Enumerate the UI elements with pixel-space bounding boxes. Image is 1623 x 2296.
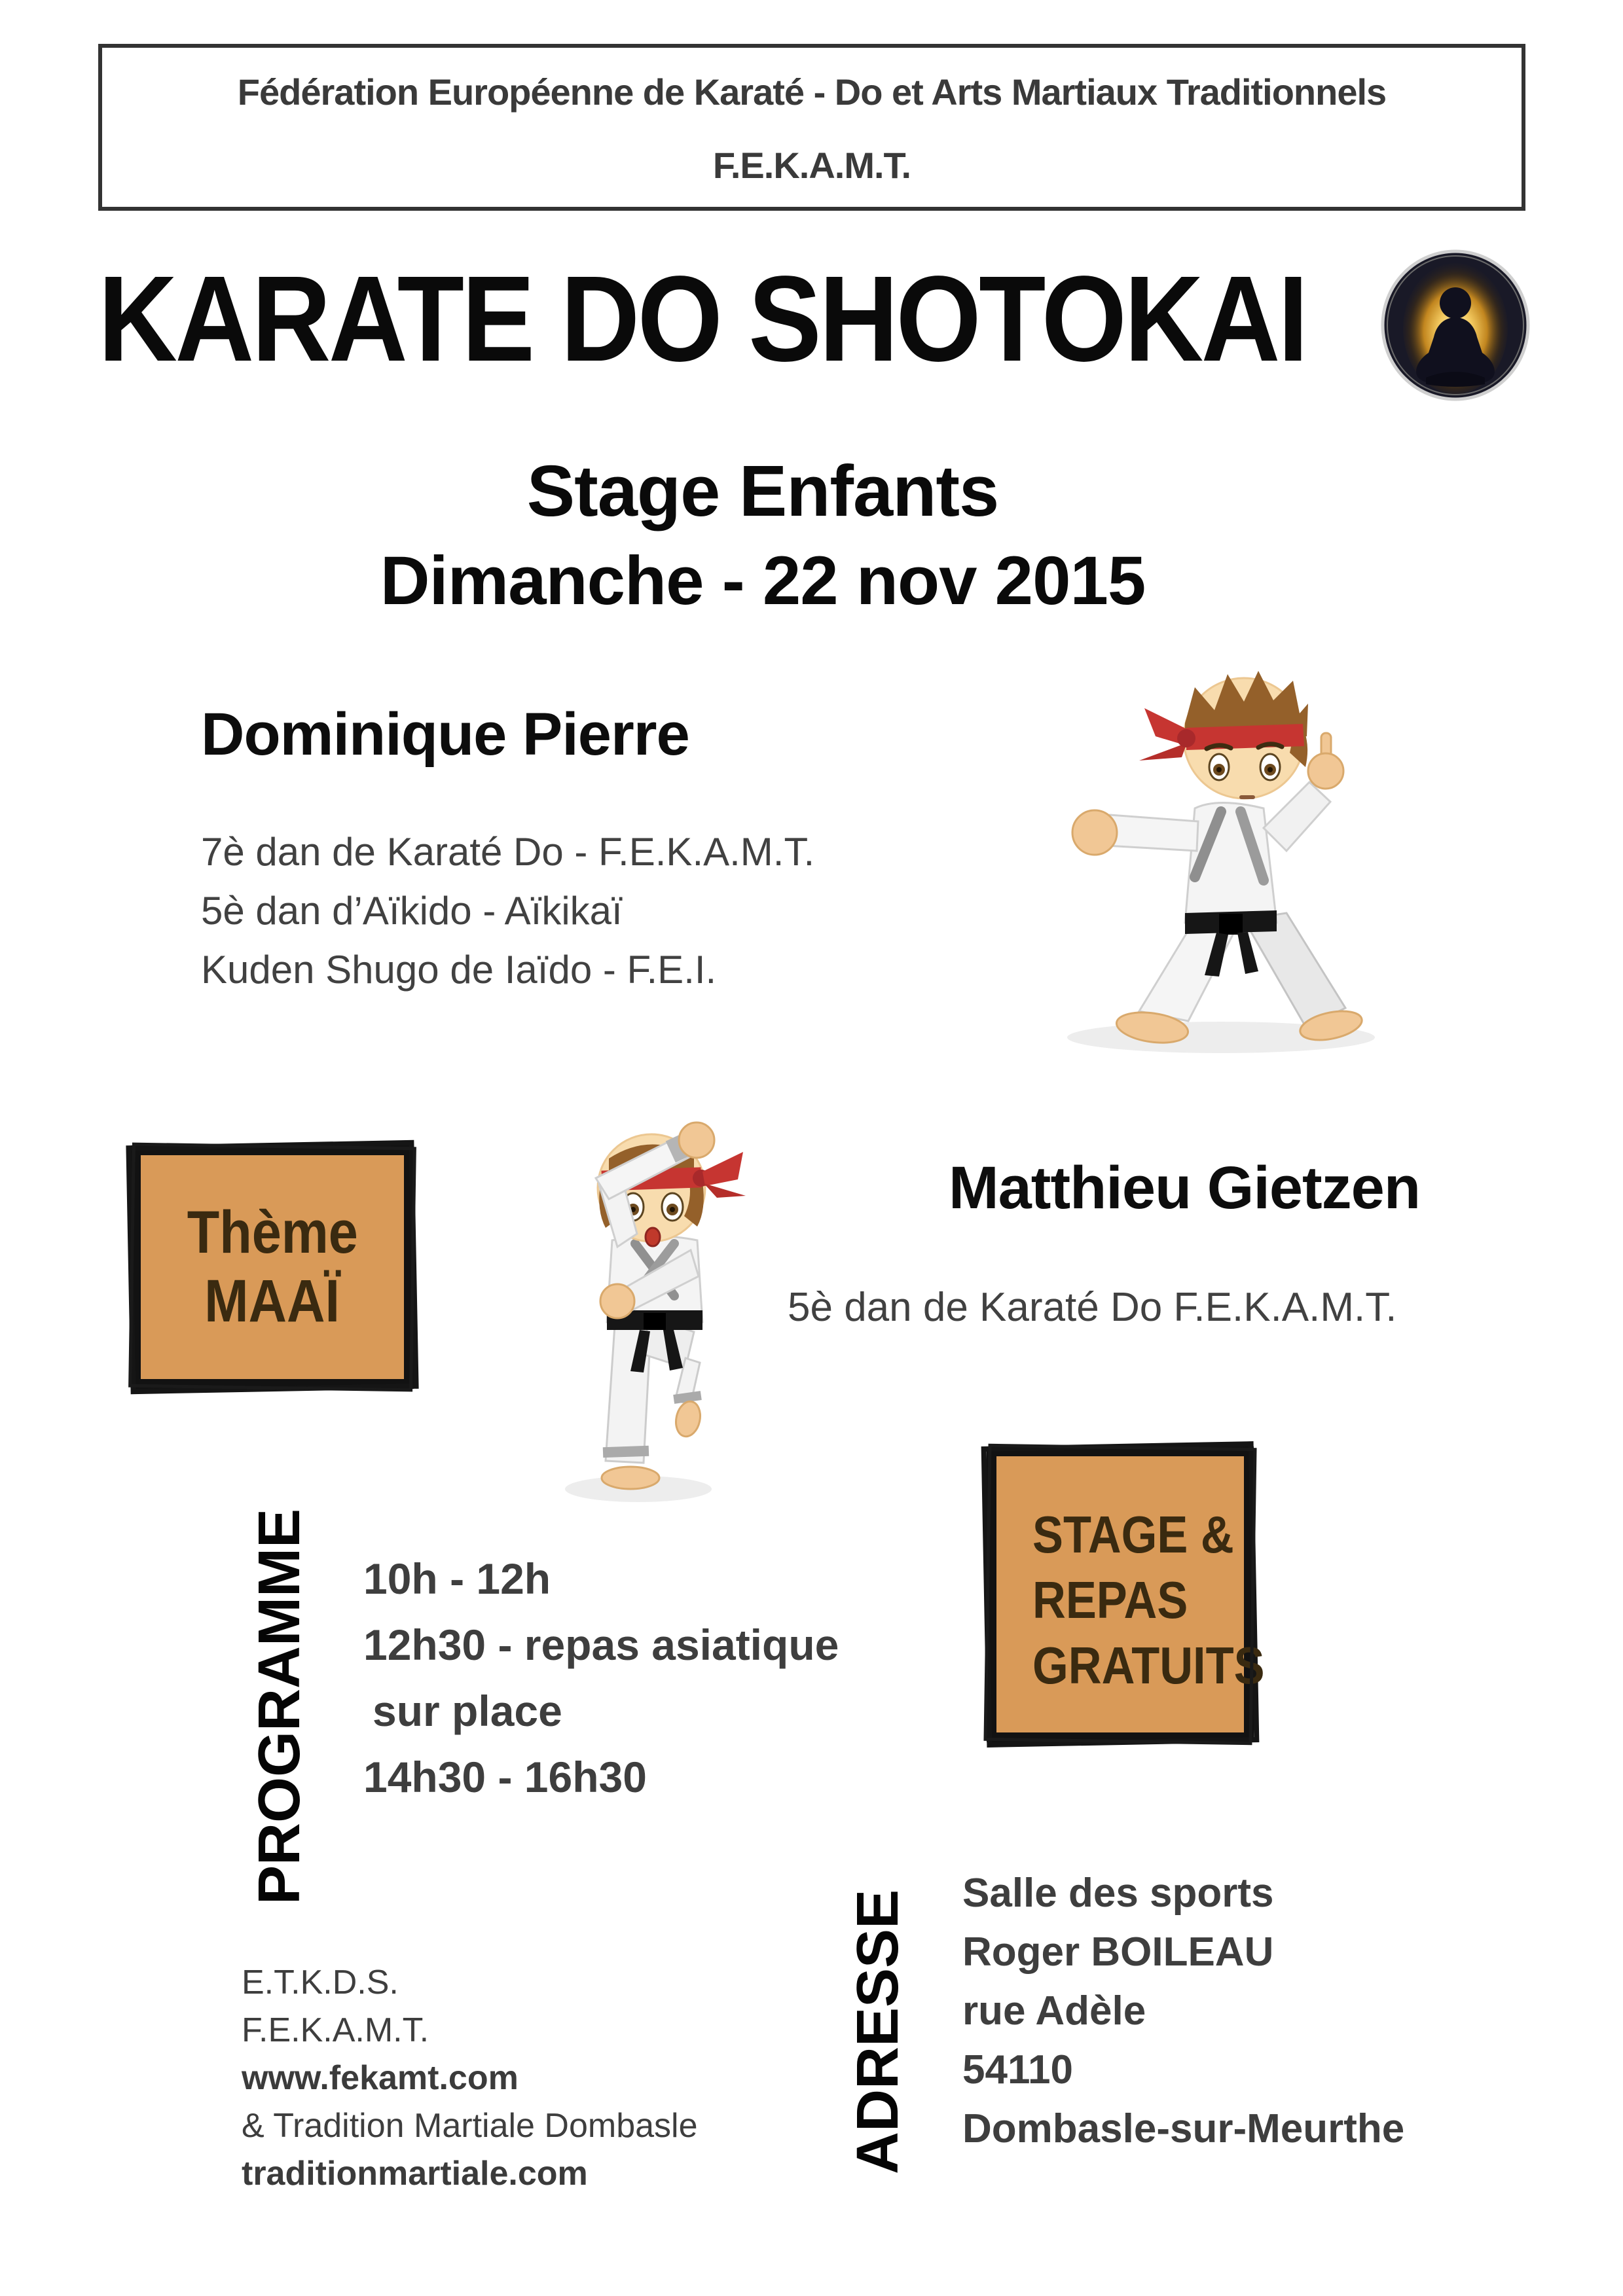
page-title: KARATE DO SHOTOKAI [98, 251, 1306, 387]
theme-label: Thème [187, 1199, 358, 1266]
address-block [962, 1864, 1404, 2159]
federation-name: Fédération Européenne de Karaté - Do et Arts Martiaux Traditionnels [237, 71, 1387, 113]
address-line: Dombasle-sur-Meurthe [962, 2106, 1405, 2151]
instructor1-name: Dominique Pierre [201, 701, 689, 768]
federation-abbreviation: F.E.K.A.M.T. [712, 145, 911, 186]
credential-line: 7è dan de Karaté Do - F.E.K.A.M.T. [201, 830, 815, 874]
credential-line: 5è dan d’Aïkido - Aïkikaï [201, 889, 623, 933]
instructor1-credentials [201, 823, 814, 999]
karate-kid-block-illustration [560, 1080, 756, 1512]
schedule-item: 14h30 - 16h30 [363, 1753, 647, 1801]
karate-kid-punch-illustration [1048, 655, 1414, 1060]
address-line: Roger BOILEAU [962, 1929, 1274, 1975]
instructor2-name: Matthieu Gietzen [949, 1155, 1421, 1221]
programme-label: PROGRAMME [247, 1509, 312, 1905]
adresse-label: ADRESSE [845, 1889, 911, 2174]
schedule-item: sur place [373, 1687, 562, 1735]
address-line: Salle des sports [962, 1871, 1274, 1916]
programme-schedule [363, 1546, 839, 1810]
org-name: & Tradition Martiale Dombasle [242, 2107, 698, 2145]
traditionmartiale-website-link[interactable]: traditionmartiale.com [242, 2155, 588, 2193]
address-line: rue Adèle [962, 1988, 1146, 2034]
schedule-item: 12h30 - repas asiatique [363, 1621, 839, 1669]
address-line: 54110 [962, 2047, 1073, 2092]
offer-line: STAGE & [1032, 1505, 1234, 1564]
org-name: E.T.K.D.S. [242, 1964, 399, 2001]
offer-line: REPAS [1032, 1571, 1188, 1629]
theme-box [131, 1145, 414, 1389]
org-name: F.E.K.A.M.T. [242, 2011, 429, 2049]
offer-box [987, 1446, 1265, 1742]
meditating-karateka-logo-icon [1380, 249, 1531, 402]
offer-line: GRATUITS [1032, 1636, 1265, 1695]
event-subtitle: Stage Enfants [526, 451, 999, 531]
federation-header-box [98, 44, 1525, 211]
schedule-item: 10h - 12h [363, 1554, 551, 1603]
event-date: Dimanche - 22 nov 2015 [380, 543, 1146, 619]
theme-value: MAAÏ [204, 1268, 340, 1335]
fekamt-website-link[interactable]: www.fekamt.com [242, 2059, 519, 2097]
instructor2-credential: 5è dan de Karaté Do F.E.K.A.M.T. [788, 1285, 1397, 1330]
footer-organizations [242, 1959, 698, 2198]
credential-line: Kuden Shugo de Iaïdo - F.E.I. [201, 948, 717, 992]
